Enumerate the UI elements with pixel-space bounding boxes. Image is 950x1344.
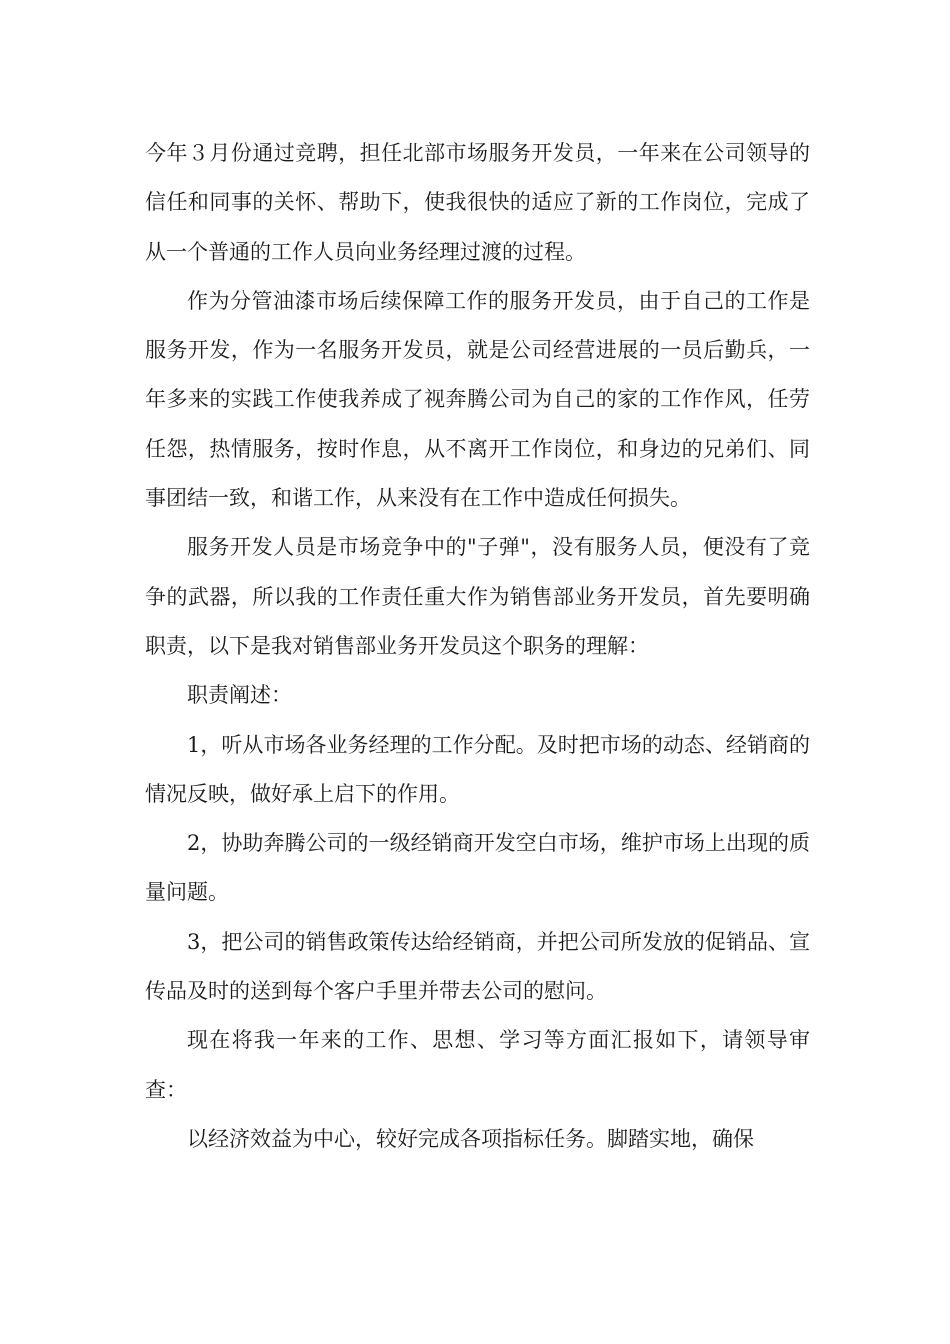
paragraph-duty-1: 1，听从市场各业务经理的工作分配。及时把市场的动态、经销商的情况反映，做好承上启下的作用。: [145, 732, 810, 806]
paragraph-economics: 以经济效益为中心，较好完成各项指标任务。脚踏实地，确保: [187, 1126, 754, 1151]
paragraph-service: 服务开发人员是市场竞争中的"子弹"，没有服务人员，便没有了竞争的武器，所以我的工作责任重大作为销售部业务开发员，首先要明确职责，以下是我对销售部业务开发员这个职务的理解：: [145, 535, 810, 658]
paragraph-duty-2: 2，协助奔腾公司的一级经销商开发空白市场，维护市场上出现的质量问题。: [145, 831, 810, 905]
paragraph-duty-3: 3，把公司的销售政策传达给经销商，并把公司所发放的促销品、宣传品及时的送到每个客户手里并带去公司的慰问。: [145, 929, 810, 1004]
paragraph-role: 作为分管油漆市场后续保障工作的服务开发员，由于自己的工作是服务开发，作为一名服务开发员，就是公司经营进展的一员后勤兵，一年多来的实践工作使我养成了视奔腾公司为自己的家的工作作风，任劳任怨，热情服务，按时作息，从不离开工作岗位，和身边的兄弟们、同事团结一致，和谐工作，从来没有在工作中造成任何损失。: [145, 288, 810, 511]
paragraph-report: 现在将我一年来的工作、思想、学习等方面汇报如下，请领导审查：: [145, 1028, 810, 1102]
document-body: [145, 129, 810, 1164]
paragraph-intro: 今年３月份通过竞聘，担任北部市场服务开发员，一年来在公司领导的信任和同事的关怀、帮助下，使我很快的适应了新的工作岗位，完成了从一个普通的工作人员向业务经理过渡的过程。: [145, 141, 810, 264]
paragraph-duty-heading: 职责阐述：: [187, 683, 292, 708]
